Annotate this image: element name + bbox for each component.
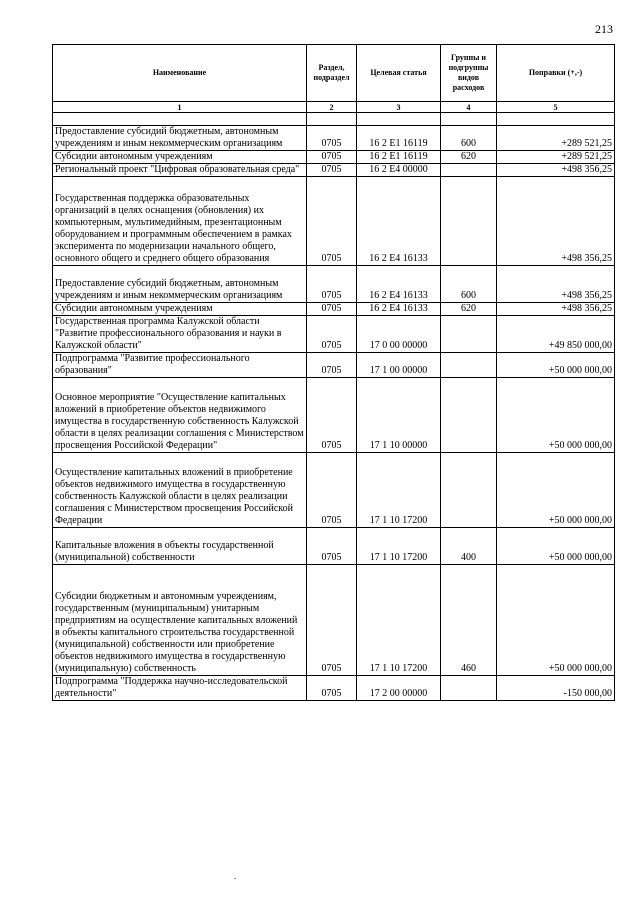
row-target: 16 2 E4 16133 [357, 303, 441, 316]
header-name: Наименование [53, 45, 307, 102]
row-amount: -150 000,00 [497, 676, 615, 701]
table-row [53, 266, 615, 303]
row-amount: +289 521,25 [497, 151, 615, 164]
row-section: 0705 [307, 453, 357, 528]
row-group: 600 [441, 126, 497, 151]
row-name: Государственная программа Калужской области "Развитие профессионального образования и науки в Калужской области" [53, 316, 307, 353]
column-number-row [53, 102, 615, 113]
header-target: Целевая статья [357, 45, 441, 102]
row-section: 0705 [307, 316, 357, 353]
row-target: 17 1 10 17200 [357, 565, 441, 676]
row-section: 0705 [307, 126, 357, 151]
table-row [53, 316, 615, 353]
row-amount: +498 356,25 [497, 266, 615, 303]
row-section: 0705 [307, 303, 357, 316]
row-name: Осуществление капитальных вложений в приобретение объектов недвижимого имущества в государственную собственность Калужской области в целях реализации соглашения с Министерством просвещения Российской Федерации [53, 453, 307, 528]
row-section: 0705 [307, 676, 357, 701]
row-section: 0705 [307, 266, 357, 303]
row-amount: +50 000 000,00 [497, 453, 615, 528]
column-number: 3 [357, 102, 441, 113]
table-row [53, 164, 615, 177]
row-group [441, 676, 497, 701]
row-section: 0705 [307, 378, 357, 453]
header-amendments: Поправки (+,-) [497, 45, 615, 102]
row-amount: +50 000 000,00 [497, 353, 615, 378]
row-group: 620 [441, 151, 497, 164]
table-row [53, 303, 615, 316]
column-number: 1 [53, 102, 307, 113]
header-groups: Группы и подгруппы видов расходов [441, 45, 497, 102]
row-amount: +498 356,25 [497, 303, 615, 316]
table-row [53, 378, 615, 453]
row-target: 16 2 E1 16119 [357, 151, 441, 164]
row-amount: +498 356,25 [497, 177, 615, 266]
row-amount: +50 000 000,00 [497, 565, 615, 676]
row-group: 600 [441, 266, 497, 303]
row-group [441, 177, 497, 266]
row-name: Капитальные вложения в объекты государственной (муниципальной) собственности [53, 528, 307, 565]
row-name: Предоставление субсидий бюджетным, автономным учреждениям и иным некоммерческим организациям [53, 266, 307, 303]
table-row [53, 151, 615, 164]
row-target: 17 1 10 17200 [357, 528, 441, 565]
row-group [441, 378, 497, 453]
row-group [441, 353, 497, 378]
row-name: Подпрограмма "Поддержка научно-исследовательской деятельности" [53, 676, 307, 701]
row-group [441, 316, 497, 353]
row-target: 17 1 10 00000 [357, 378, 441, 453]
header-section: Раздел, подраздел [307, 45, 357, 102]
row-name: Основное мероприятие "Осуществление капитальных вложений в приобретение объектов недвижимого имущества в государственную собственность Калужской области в целях реализации соглашения с Министерством просвещения Российской Федерации" [53, 378, 307, 453]
row-amount: +50 000 000,00 [497, 528, 615, 565]
row-group [441, 164, 497, 177]
column-number: 4 [441, 102, 497, 113]
spacer-row [53, 113, 615, 126]
row-amount: +50 000 000,00 [497, 378, 615, 453]
row-target: 17 0 00 00000 [357, 316, 441, 353]
row-name: Субсидии бюджетным и автономным учреждениям, государственным (муниципальным) унитарным предприятиям на осуществление капитальных вложений в объекты капитального строительства государственной (муниципальной) собственности или приобретение объектов недвижимого имущества в государственную (муниципальную) собственность [53, 565, 307, 676]
table-row [53, 565, 615, 676]
row-amount: +498 356,25 [497, 164, 615, 177]
row-section: 0705 [307, 528, 357, 565]
table-row [53, 676, 615, 701]
column-number: 2 [307, 102, 357, 113]
row-name: Подпрограмма "Развитие профессионального образования" [53, 353, 307, 378]
scan-speck [234, 878, 236, 879]
row-section: 0705 [307, 177, 357, 266]
table-row [53, 453, 615, 528]
row-target: 17 1 00 00000 [357, 353, 441, 378]
row-target: 16 2 E1 16119 [357, 126, 441, 151]
row-name: Субсидии автономным учреждениям [53, 303, 307, 316]
row-group: 460 [441, 565, 497, 676]
row-name: Региональный проект "Цифровая образовательная среда" [53, 164, 307, 177]
column-number: 5 [497, 102, 615, 113]
row-target: 17 1 10 17200 [357, 453, 441, 528]
row-target: 16 2 E4 00000 [357, 164, 441, 177]
row-target: 16 2 E4 16133 [357, 177, 441, 266]
row-section: 0705 [307, 353, 357, 378]
row-amount: +289 521,25 [497, 126, 615, 151]
table-row [53, 126, 615, 151]
row-name: Государственная поддержка образовательных организаций в целях оснащения (обновления) их компьютерным, мультимедийным, презентационным оборудованием и программным обеспечением в рамках эксперимента по модернизации начального общего, основного общего и среднего общего образования [53, 177, 307, 266]
row-group: 620 [441, 303, 497, 316]
table-header-row [53, 45, 615, 102]
row-amount: +49 850 000,00 [497, 316, 615, 353]
row-section: 0705 [307, 565, 357, 676]
row-target: 17 2 00 00000 [357, 676, 441, 701]
budget-amendments-table [52, 44, 615, 701]
table-row [53, 353, 615, 378]
row-section: 0705 [307, 151, 357, 164]
row-name: Субсидии автономным учреждениям [53, 151, 307, 164]
table-row [53, 177, 615, 266]
page-number: 213 [595, 22, 613, 36]
row-section: 0705 [307, 164, 357, 177]
row-target: 16 2 E4 16133 [357, 266, 441, 303]
row-name: Предоставление субсидий бюджетным, автономным учреждениям и иным некоммерческим организациям [53, 126, 307, 151]
row-group [441, 453, 497, 528]
table-row [53, 528, 615, 565]
row-group: 400 [441, 528, 497, 565]
